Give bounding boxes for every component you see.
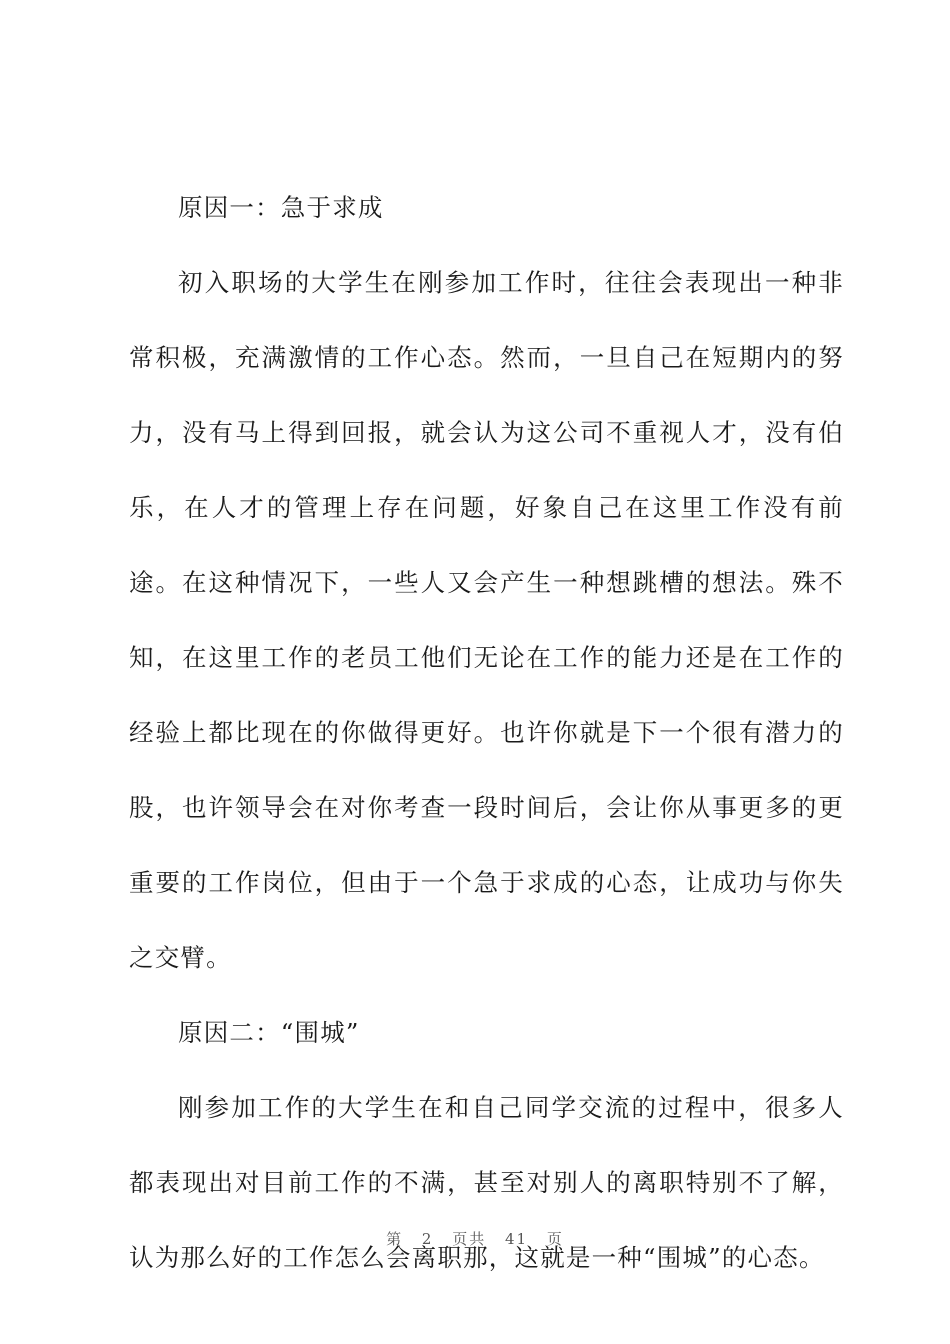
paragraph-reason-two: 刚参加工作的大学生在和自己同学交流的过程中，很多人都表现出对目前工作的不满，甚至对别人的离职特别不了解，认为那么好的工作怎么会离职那，这就是一种“围城”的心态。 (129, 1093, 844, 1272)
paragraph-reason-one: 初入职场的大学生在刚参加工作时，往往会表现出一种非常积极，充满激情的工作心态。然而，一旦自己在短期内的努力，没有马上得到回报，就会认为这公司不重视人才，没有伯乐，在人才的管理上存在问题，好象自己在这里工作没有前途。在这种情况下，一些人又会产生一种想跳槽的想法。殊不知，在这里工作的老员工他们无论在工作的能力还是在工作的经验上都比现在的你做得更好。也许你就是下一个很有潜力的股，也许领导会在对你考查一段时间后，会让你从事更多的更重要的工作岗位，但由于一个急于求成的心态，让成功与你失之交臂。 (129, 268, 844, 972)
section-heading-reason-two: 原因二：“围城” (178, 1018, 360, 1047)
footer-total-pages: 41 (505, 1230, 529, 1248)
footer-suffix: 页 (546, 1230, 564, 1248)
footer-middle: 页共 (452, 1230, 487, 1248)
page-footer (0, 1228, 950, 1249)
footer-prefix: 第 (386, 1230, 404, 1248)
section-heading-reason-one: 原因一：急于求成 (178, 193, 384, 222)
footer-page-number: 2 (421, 1230, 434, 1248)
document-body (129, 170, 844, 1295)
